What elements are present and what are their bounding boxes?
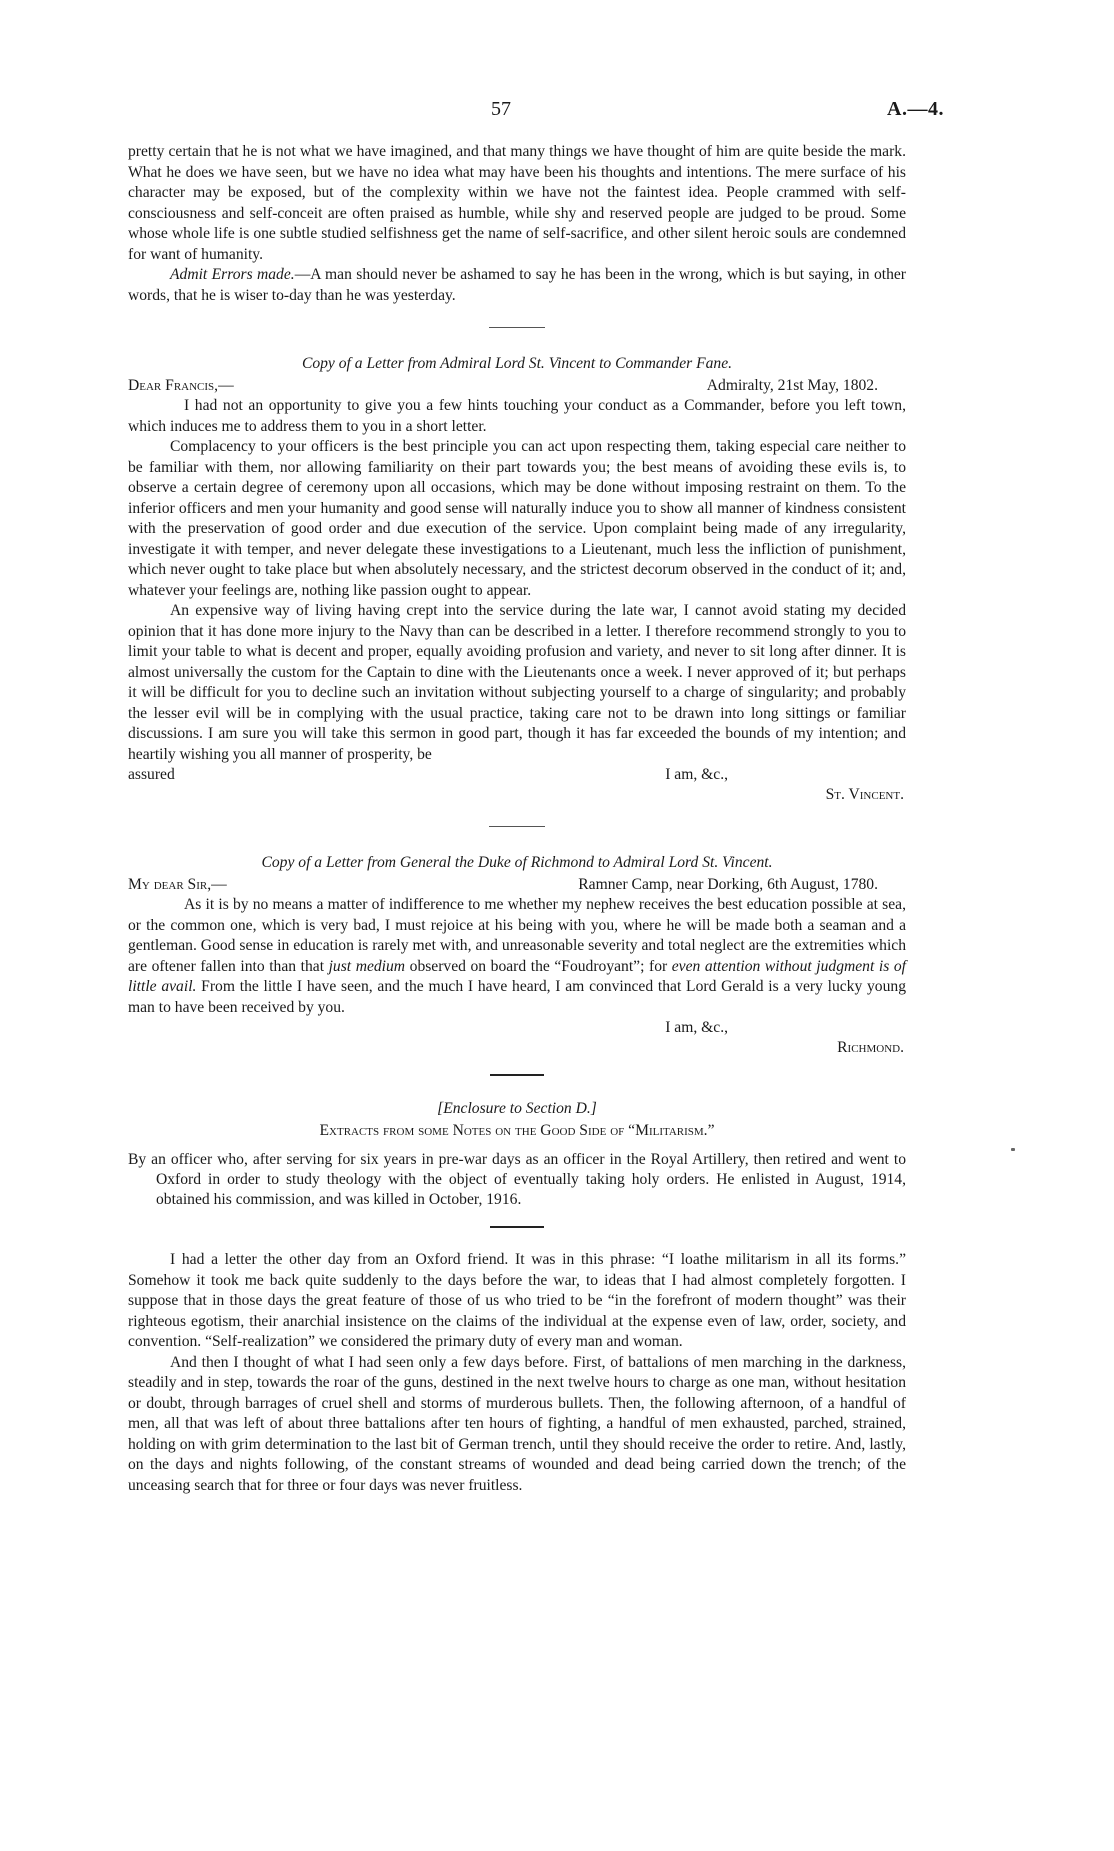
section-divider bbox=[490, 1074, 544, 1076]
letter2-salutation: My dear Sir,— bbox=[128, 876, 227, 893]
letter2-text: As it is by no means a matter of indifference to me whether my nephew receives the best education possible at sea, or the common one, which is very bad, I must rejoice at his being with you, where he will be made both a seaman and a gentleman. Good sense in education is rarely met with, and unreasonable severity and total neglect are the extremities which are oftener fallen into than that bbox=[128, 896, 906, 975]
letter1-salutation: Dear Francis,— bbox=[128, 377, 234, 394]
series-reference: A.—4. bbox=[887, 98, 944, 120]
letter1-paragraph: An expensive way of living having crept into the service during the late war, I cannot avoid stating my decided opinion that it has done more injury to the Navy than can be described in a letter. I therefore recommend strongly to you to limit your table to what is decent and proper, equally avoiding profusion and variety, and never to sit long after dinner. It is almost universally the custom for the Captain to dine with the Lieutenants once a week. I never approved of it; but perhaps it will be difficult for you to decline such an invitation without subjecting yourself to a charge of singularity; and probably the lesser evil will be in complying with the usual practice, taking care not to be drawn into long sittings or familiar discussions. I am sure you will take this sermon in good part, though it has far exceeded the bounds of my intention; and heartily wishing you all manner of prosperity, be bbox=[128, 602, 906, 763]
letter2-emphasis: even attention without judgment is of little avail. bbox=[128, 957, 906, 995]
letter2-text: observed on board the “Foudroyant”; for bbox=[405, 957, 672, 975]
letter1-closing-left: assured bbox=[128, 766, 175, 783]
admit-errors-text: —A man should never be ashamed to say he has been in the wrong, which is but saying, in other words, that he is wiser to-day than he was yesterday. bbox=[128, 266, 906, 304]
letter1-paragraph: Complacency to your officers is the best principle you can act upon respecting them, taking especial care neither to be familiar with them, nor allowing familiarity on their part towards you; the best means of avoiding these evils is, to observe a certain degree of ceremony upon all occasions, which may be done without imposing restraint on them. To the inferior officers and men your humanity and good sense will naturally induce you to show all manner of kindness consistent with the preservation of good order and due execution of the service. Upon complaint being made of any irregularity, investigate it with temper, and never delegate these investigations to a Lieutenant, much less the infliction of punishment, which never ought to take place but when absolutely necessary, and the strictest decorum observed in the conduct of it; and, whatever your feelings are, nothing like passion ought to appear. bbox=[128, 438, 906, 599]
enclosure-label-text: [Enclosure to Section D.] bbox=[437, 1100, 597, 1117]
letter2-heading: Copy of a Letter from General the Duke of Richmond to Admiral Lord St. Vincent. bbox=[261, 854, 773, 871]
enclosure-intro: By an officer who, after serving for six years in pre-war days as an officer in the Royal Artillery, then retired and went to Oxford in order to study theology with the object of eventually taking holy orders. He enlisted in August, 1914, obtained his commission, and was killed in October, 1916. bbox=[128, 1151, 906, 1208]
letter2-date: Ramner Camp, near Dorking, 6th August, 1780. bbox=[578, 876, 878, 893]
section-divider bbox=[489, 327, 545, 328]
letter2-text: From the little I have seen, and the much I have heard, I am convinced that Lord Gerald is a very lucky young man to have been received by you. bbox=[128, 978, 906, 1016]
letter2-paragraph bbox=[128, 895, 906, 1018]
letter2-emphasis: just medium bbox=[328, 957, 406, 975]
letter1-date: Admiralty, 21st May, 1802. bbox=[706, 377, 878, 394]
enclosure-title: Extracts from some Notes on the Good Side of “Militarism.” bbox=[319, 1122, 715, 1139]
page-number: 57 bbox=[491, 98, 511, 120]
letter1-salutation-line bbox=[128, 376, 906, 396]
letter1-closing bbox=[128, 765, 906, 785]
enclosure-paragraph: I had a letter the other day from an Oxford friend. It was in this phrase: “I loathe militarism in all its forms.” Somehow it took me back quite suddenly to the days before the war, to ideas that I had almost completely forgotten. I suppose that in those days the great feature of those of us who tried to be “in the forefront of modern thought” was their righteous egotism, their anarchial insistence on the claims of the individual at the expense even of law, order, society, and convention. “Self-realization” we considered the primary duty of every man and woman. bbox=[128, 1251, 906, 1350]
letter1-closing-right: I am, &c., bbox=[665, 766, 728, 783]
letter1-heading: Copy of a Letter from Admiral Lord St. Vincent to Commander Fane. bbox=[301, 355, 733, 372]
letter2-salutation-line bbox=[128, 875, 906, 895]
admit-errors-paragraph bbox=[128, 265, 906, 306]
enclosure-label bbox=[128, 1098, 906, 1120]
letter1-paragraph: I had not an opportunity to give you a few hints touching your conduct as a Commander, before you left town, which induces me to address them to you in a short letter. bbox=[128, 397, 906, 435]
letter2-signature: Richmond. bbox=[837, 1039, 904, 1056]
letter2-closing: I am, &c., bbox=[665, 1019, 728, 1036]
enclosure-paragraph: And then I thought of what I had seen only a few days before. First, of battalions of men marching in the darkness, steadily and in step, towards the roar of the guns, destined in the next twelve hours to charge as one man, without hesitation or doubt, through barrages of cruel shell and storms of murderous bullets. Then, the following afternoon, of a handful of men, all that was left of about three battalions after ten hours of fighting, a handful of men exhausted, parched, strained, holding on with grim determination to the last bit of German trench, until they should receive the order to retire. And, lastly, on the days and nights following, of the constant streams of wounded and dead being carried down the trench; of the unceasing search that for three or four days was never fruitless. bbox=[128, 1353, 906, 1494]
opening-paragraph: pretty certain that he is not what we have imagined, and that many things we have thought of him are quite beside the mark. What he does we have seen, but we have no idea what may have been his thoughts and intentions. The mere surface of his character may be exposed, but of the complexity within we have not the faintest idea. People crammed with self-consciousness and self-conceit are often praised as humble, while shy and reserved people are judged to be proud. Some whose whole life is one subtle studied selfishness get the name of self-sacrifice, and other silent heroic souls are condemned for want of humanity. bbox=[128, 143, 906, 263]
section-divider bbox=[489, 826, 545, 827]
enclosure-header bbox=[128, 1098, 906, 1142]
letter1-signature: St. Vincent. bbox=[825, 786, 904, 803]
admit-errors-label: Admit Errors made. bbox=[170, 266, 295, 283]
scan-speck bbox=[1011, 1148, 1015, 1151]
page-header bbox=[128, 98, 944, 138]
section-divider bbox=[490, 1226, 544, 1228]
